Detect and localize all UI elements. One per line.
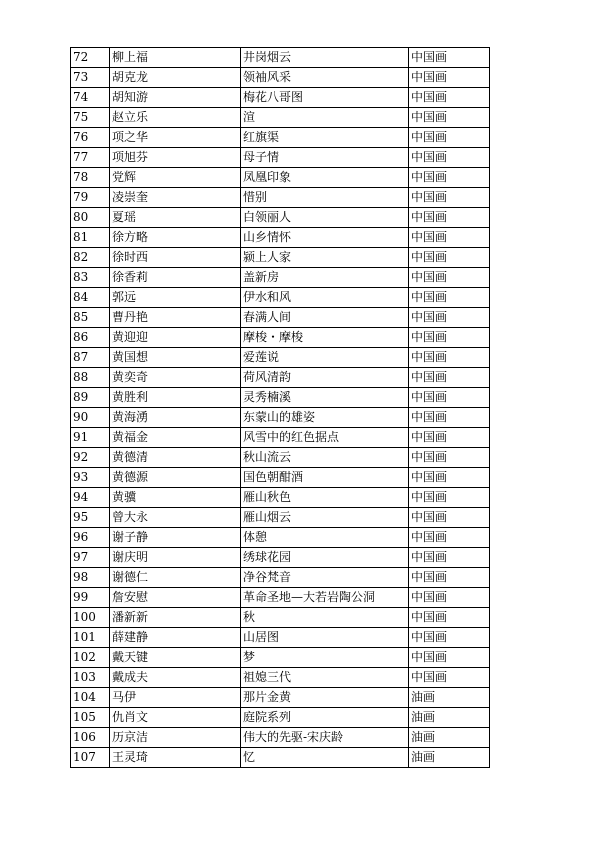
category-cell: 中国画 xyxy=(409,48,490,68)
entry-number-cell: 107 xyxy=(71,748,110,768)
artwork-title-cell: 井岗烟云 xyxy=(241,48,409,68)
entry-number-cell: 73 xyxy=(71,68,110,88)
table-row xyxy=(71,228,490,248)
artwork-title-cell: 梦 xyxy=(241,648,409,668)
table-row xyxy=(71,248,490,268)
artist-name-cell: 郭远 xyxy=(110,288,241,308)
table-row xyxy=(71,608,490,628)
artwork-title-cell: 雁山秋色 xyxy=(241,488,409,508)
entry-number-cell: 100 xyxy=(71,608,110,628)
table-row xyxy=(71,668,490,688)
entry-number-cell: 80 xyxy=(71,208,110,228)
table-row xyxy=(71,488,490,508)
category-cell: 中国画 xyxy=(409,368,490,388)
artist-name-cell: 项之华 xyxy=(110,128,241,148)
artist-name-cell: 戴天键 xyxy=(110,648,241,668)
artist-name-cell: 潘新新 xyxy=(110,608,241,628)
entry-number-cell: 72 xyxy=(71,48,110,68)
category-cell: 中国画 xyxy=(409,128,490,148)
table-row xyxy=(71,148,490,168)
table-row xyxy=(71,288,490,308)
category-cell: 中国画 xyxy=(409,168,490,188)
entry-number-cell: 95 xyxy=(71,508,110,528)
artwork-title-cell: 秋山流云 xyxy=(241,448,409,468)
artwork-title-cell: 绣球花园 xyxy=(241,548,409,568)
category-cell: 油画 xyxy=(409,728,490,748)
category-cell: 中国画 xyxy=(409,628,490,648)
table-row xyxy=(71,548,490,568)
entry-number-cell: 88 xyxy=(71,368,110,388)
table-row xyxy=(71,128,490,148)
artwork-table xyxy=(70,47,490,768)
table-row xyxy=(71,348,490,368)
artwork-title-cell: 体憩 xyxy=(241,528,409,548)
category-cell: 中国画 xyxy=(409,588,490,608)
category-cell: 油画 xyxy=(409,708,490,728)
category-cell: 中国画 xyxy=(409,268,490,288)
entry-number-cell: 76 xyxy=(71,128,110,148)
table-row xyxy=(71,188,490,208)
artist-name-cell: 赵立乐 xyxy=(110,108,241,128)
table-row xyxy=(71,68,490,88)
entry-number-cell: 101 xyxy=(71,628,110,648)
entry-number-cell: 90 xyxy=(71,408,110,428)
artwork-title-cell: 摩梭・摩梭 xyxy=(241,328,409,348)
category-cell: 油画 xyxy=(409,748,490,768)
entry-number-cell: 84 xyxy=(71,288,110,308)
artwork-title-cell: 红旗渠 xyxy=(241,128,409,148)
category-cell: 中国画 xyxy=(409,68,490,88)
artist-name-cell: 黄福金 xyxy=(110,428,241,448)
artwork-title-cell: 山居图 xyxy=(241,628,409,648)
entry-number-cell: 104 xyxy=(71,688,110,708)
category-cell: 中国画 xyxy=(409,308,490,328)
table-row xyxy=(71,728,490,748)
artwork-title-cell: 山乡情怀 xyxy=(241,228,409,248)
category-cell: 中国画 xyxy=(409,148,490,168)
artist-name-cell: 徐时西 xyxy=(110,248,241,268)
artist-name-cell: 黄德清 xyxy=(110,448,241,468)
category-cell: 中国画 xyxy=(409,648,490,668)
table-row xyxy=(71,88,490,108)
entry-number-cell: 106 xyxy=(71,728,110,748)
category-cell: 中国画 xyxy=(409,248,490,268)
category-cell: 中国画 xyxy=(409,528,490,548)
table-row xyxy=(71,48,490,68)
category-cell: 中国画 xyxy=(409,668,490,688)
category-cell: 中国画 xyxy=(409,448,490,468)
table-row xyxy=(71,208,490,228)
entry-number-cell: 87 xyxy=(71,348,110,368)
table-row xyxy=(71,388,490,408)
artwork-title-cell: 渲 xyxy=(241,108,409,128)
artist-name-cell: 谢子静 xyxy=(110,528,241,548)
artist-name-cell: 胡知游 xyxy=(110,88,241,108)
artist-name-cell: 凌崇奎 xyxy=(110,188,241,208)
entry-number-cell: 85 xyxy=(71,308,110,328)
category-cell: 中国画 xyxy=(409,328,490,348)
artwork-title-cell: 雁山烟云 xyxy=(241,508,409,528)
entry-number-cell: 99 xyxy=(71,588,110,608)
category-cell: 中国画 xyxy=(409,608,490,628)
artist-name-cell: 项旭芬 xyxy=(110,148,241,168)
artist-name-cell: 历京洁 xyxy=(110,728,241,748)
table-row xyxy=(71,688,490,708)
artist-name-cell: 黄迎迎 xyxy=(110,328,241,348)
artist-name-cell: 谢德仁 xyxy=(110,568,241,588)
table-row xyxy=(71,648,490,668)
artist-name-cell: 胡克龙 xyxy=(110,68,241,88)
table-row xyxy=(71,568,490,588)
category-cell: 中国画 xyxy=(409,468,490,488)
artist-name-cell: 黄奕奇 xyxy=(110,368,241,388)
entry-number-cell: 74 xyxy=(71,88,110,108)
entry-number-cell: 103 xyxy=(71,668,110,688)
artist-name-cell: 戴成夫 xyxy=(110,668,241,688)
table-row xyxy=(71,328,490,348)
artwork-title-cell: 那片金黄 xyxy=(241,688,409,708)
entry-number-cell: 97 xyxy=(71,548,110,568)
artist-name-cell: 徐方略 xyxy=(110,228,241,248)
category-cell: 中国画 xyxy=(409,508,490,528)
artist-name-cell: 曹丹艳 xyxy=(110,308,241,328)
table-row xyxy=(71,468,490,488)
category-cell: 中国画 xyxy=(409,548,490,568)
entry-number-cell: 79 xyxy=(71,188,110,208)
artwork-title-cell: 东蒙山的雄姿 xyxy=(241,408,409,428)
table-row xyxy=(71,408,490,428)
category-cell: 中国画 xyxy=(409,568,490,588)
artwork-title-cell: 惜别 xyxy=(241,188,409,208)
table-row xyxy=(71,528,490,548)
artwork-title-cell: 国色朝酣酒 xyxy=(241,468,409,488)
artwork-title-cell: 革命圣地—大若岩陶公洞 xyxy=(241,588,409,608)
table-row xyxy=(71,628,490,648)
entry-number-cell: 86 xyxy=(71,328,110,348)
category-cell: 中国画 xyxy=(409,408,490,428)
artist-name-cell: 黄国想 xyxy=(110,348,241,368)
category-cell: 中国画 xyxy=(409,188,490,208)
table-row xyxy=(71,308,490,328)
artwork-title-cell: 伟大的先驱-宋庆龄 xyxy=(241,728,409,748)
entry-number-cell: 105 xyxy=(71,708,110,728)
artwork-title-cell: 领袖风采 xyxy=(241,68,409,88)
entry-number-cell: 78 xyxy=(71,168,110,188)
entry-number-cell: 98 xyxy=(71,568,110,588)
entry-number-cell: 81 xyxy=(71,228,110,248)
artwork-title-cell: 盖新房 xyxy=(241,268,409,288)
artwork-title-cell: 春满人间 xyxy=(241,308,409,328)
entry-number-cell: 92 xyxy=(71,448,110,468)
artwork-title-cell: 忆 xyxy=(241,748,409,768)
category-cell: 油画 xyxy=(409,688,490,708)
table-row xyxy=(71,268,490,288)
artwork-title-cell: 伊水和风 xyxy=(241,288,409,308)
artist-name-cell: 仇肖文 xyxy=(110,708,241,728)
table-row xyxy=(71,168,490,188)
artist-name-cell: 黄胜利 xyxy=(110,388,241,408)
artist-name-cell: 黄德源 xyxy=(110,468,241,488)
category-cell: 中国画 xyxy=(409,428,490,448)
table-row xyxy=(71,428,490,448)
table-row xyxy=(71,708,490,728)
artwork-title-cell: 祖媳三代 xyxy=(241,668,409,688)
entry-number-cell: 75 xyxy=(71,108,110,128)
artist-name-cell: 柳上福 xyxy=(110,48,241,68)
artwork-title-cell: 梅花八哥图 xyxy=(241,88,409,108)
artist-name-cell: 薛建静 xyxy=(110,628,241,648)
category-cell: 中国画 xyxy=(409,108,490,128)
artist-name-cell: 黄海湧 xyxy=(110,408,241,428)
artist-name-cell: 谢庆明 xyxy=(110,548,241,568)
artwork-title-cell: 凤凰印象 xyxy=(241,168,409,188)
artwork-title-cell: 白领丽人 xyxy=(241,208,409,228)
entry-number-cell: 93 xyxy=(71,468,110,488)
category-cell: 中国画 xyxy=(409,228,490,248)
artist-name-cell: 徐香莉 xyxy=(110,268,241,288)
entry-number-cell: 91 xyxy=(71,428,110,448)
category-cell: 中国画 xyxy=(409,488,490,508)
artist-name-cell: 夏瑶 xyxy=(110,208,241,228)
entry-number-cell: 96 xyxy=(71,528,110,548)
table-row xyxy=(71,448,490,468)
entry-number-cell: 83 xyxy=(71,268,110,288)
entry-number-cell: 102 xyxy=(71,648,110,668)
artwork-title-cell: 秋 xyxy=(241,608,409,628)
category-cell: 中国画 xyxy=(409,208,490,228)
artwork-title-cell: 风雪中的红色据点 xyxy=(241,428,409,448)
artist-name-cell: 党辉 xyxy=(110,168,241,188)
artwork-title-cell: 母子情 xyxy=(241,148,409,168)
category-cell: 中国画 xyxy=(409,88,490,108)
artist-name-cell: 黄骥 xyxy=(110,488,241,508)
table-row xyxy=(71,368,490,388)
category-cell: 中国画 xyxy=(409,348,490,368)
artwork-title-cell: 庭院系列 xyxy=(241,708,409,728)
artwork-title-cell: 爱莲说 xyxy=(241,348,409,368)
table-row xyxy=(71,108,490,128)
artwork-title-cell: 净谷梵音 xyxy=(241,568,409,588)
artist-name-cell: 曾大永 xyxy=(110,508,241,528)
artist-name-cell: 王灵琦 xyxy=(110,748,241,768)
artist-name-cell: 詹安慰 xyxy=(110,588,241,608)
category-cell: 中国画 xyxy=(409,388,490,408)
artist-name-cell: 马伊 xyxy=(110,688,241,708)
category-cell: 中国画 xyxy=(409,288,490,308)
table-row xyxy=(71,508,490,528)
entry-number-cell: 94 xyxy=(71,488,110,508)
entry-number-cell: 89 xyxy=(71,388,110,408)
table-row xyxy=(71,588,490,608)
artwork-title-cell: 灵秀楠溪 xyxy=(241,388,409,408)
table-row xyxy=(71,748,490,768)
artwork-title-cell: 颍上人家 xyxy=(241,248,409,268)
entry-number-cell: 82 xyxy=(71,248,110,268)
artwork-table-body xyxy=(71,48,490,768)
entry-number-cell: 77 xyxy=(71,148,110,168)
artwork-title-cell: 荷风清韵 xyxy=(241,368,409,388)
